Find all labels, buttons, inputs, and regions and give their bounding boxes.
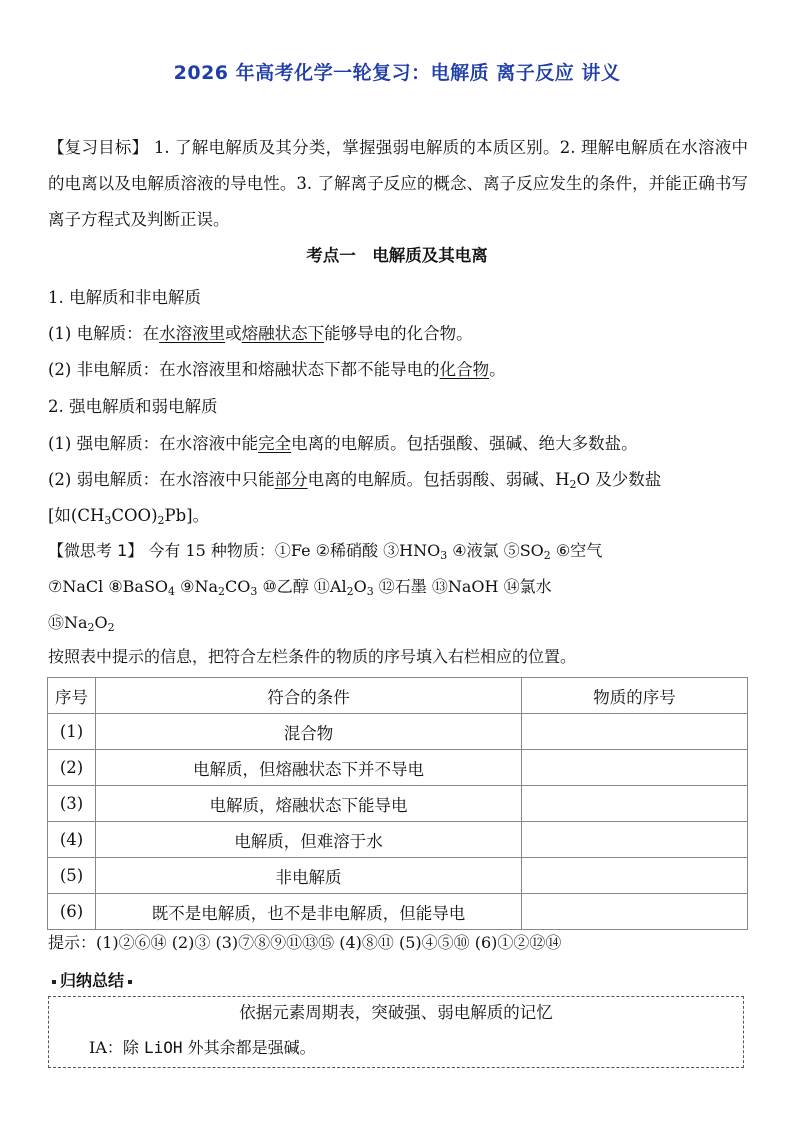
text-run: 。 [489,360,506,379]
table-row [48,858,748,894]
micro-think-line-1 [48,538,602,561]
subscript: 4 [168,585,176,598]
text-run: COO) [111,506,158,525]
subscript: 3 [440,549,448,562]
text-run: (1) 强电解质：在水溶液中能 [48,434,259,453]
definition-electrolyte [48,320,473,344]
text-run: ⑥空气 [550,541,603,560]
definition-weak-electrolyte [48,466,661,490]
answer-cell [522,786,748,822]
table-header-cell: 符合的条件 [96,678,522,714]
subscript: 2 [107,621,115,634]
subscript: 2 [218,585,226,598]
table-cell: (1) [48,714,96,750]
subscript: 3 [366,585,374,598]
text-run: ⑮Na [48,613,88,632]
formula-text: LiOH [143,1038,183,1057]
subscript: 2 [543,549,551,562]
text-run: (2) 弱电解质：在水溶液中只能 [48,470,275,489]
hint-answers: 提示：(1)②⑥⑭ (2)③ (3)⑦⑧⑨⑪⑬⑮ (4)⑧⑪ (5)④⑤⑩ (6)①②⑫⑭ [48,933,562,952]
underlined-answer: 熔融状态下 [241,324,325,343]
table-row [48,714,748,750]
square-bullet-icon [128,980,132,984]
table-cell: 电解质，但熔融状态下并不导电 [96,750,522,786]
subheading-strong-weak: 2. 强电解质和弱电解质 [48,397,218,416]
text-run: ⅠA：除 [89,1038,144,1057]
formula-line [48,577,552,596]
text-run: 今有 15 种物质：①Fe ②稀硝酸 ③HNO [143,541,441,560]
subscript: 3 [250,585,258,598]
table-row [48,750,748,786]
table-cell: (4) [48,822,96,858]
underlined-answer: 水溶液里 [159,324,226,343]
subscript: 2 [87,621,95,634]
text-run: Pb]。 [164,506,210,525]
answer-cell [522,750,748,786]
subheading-electrolyte: 1. 电解质和非电解质 [48,288,201,307]
review-goals-text: 1. 了解电解质及其分类，掌握强弱电解质的本质区别。2. 理解电解质在水溶液中的电离以及电解质溶液的导电性。3. 了解离子反应的概念、离子反应发生的条件，并能正确书写离子方程式及判断正误。 [48,138,748,229]
text-run: 电离的电解质。包括弱酸、弱碱、H [307,470,570,489]
table-row [48,894,748,930]
micro-think-line-2 [48,574,552,597]
text-run: 外其余都是强碱。 [182,1038,316,1057]
summary-box-line [89,1035,316,1058]
underlined-answer: 化合物 [439,360,490,379]
subscript: 3 [104,514,112,527]
underlined-answer: 部分 [274,470,308,489]
text-run: ⑩乙醇 ⑪Al [257,577,347,596]
table-row [48,822,748,858]
micro-think-line-3 [48,610,115,633]
text-run: (2) 非电解质：在水溶液里和熔融状态下都不能导电的 [48,360,440,379]
underlined-answer: 完全 [258,434,292,453]
table-cell: 非电解质 [96,858,522,894]
text-run: O [353,577,367,596]
table-row [48,786,748,822]
definition-strong-electrolyte [48,430,638,454]
formula-line [143,541,602,560]
text-run: ⑫石墨 ⑬NaOH ⑭氯水 [373,577,552,596]
answer-cell [522,858,748,894]
formula-line [48,613,115,632]
text-run: 能够导电的化合物。 [324,324,473,343]
text-run: ⑦NaCl ⑧BaSO [48,577,169,596]
answer-cell [522,714,748,750]
summary-title-text: 归纳总结 [60,971,125,990]
text-run: O [94,613,108,632]
table-cell: (3) [48,786,96,822]
definition-nonelectrolyte [48,356,506,380]
micro-think-label: 【微思考 1】 [48,541,144,560]
table-header-row [48,678,748,714]
summary-box [48,996,744,1068]
square-bullet-icon [52,980,56,984]
table-header-cell: 物质的序号 [522,678,748,714]
table-cell: 既不是电解质，也不是非电解质，但能导电 [96,894,522,930]
answer-table [47,677,748,930]
table-cell: (5) [48,858,96,894]
review-goals-label: 【复习目标】 [48,138,149,157]
text-run: ⑨Na [175,577,219,596]
table-cell: (6) [48,894,96,930]
text-run: (1) 电解质：在 [48,324,160,343]
text-run: ④液氯 ⑤SO [447,541,544,560]
answer-cell [522,822,748,858]
table-header-cell: 序号 [48,678,96,714]
table-cell: 电解质，但难溶于水 [96,822,522,858]
micro-think-instruction: 按照表中提示的信息，把符合左栏条件的物质的序号填入右栏相应的位置。 [48,647,577,666]
text-run: 或 [225,324,242,343]
subscript: 2 [569,478,577,491]
text-run: [如(CH [48,506,105,525]
text-run: O 及少数盐 [576,470,662,489]
section-heading: 考点一 电解质及其电离 [306,246,488,265]
text-run: 电离的电解质。包括强酸、强碱、绝大多数盐。 [291,434,638,453]
subscript: 2 [157,514,165,527]
document-title: 2026 年高考化学一轮复习：电解质 离子反应 讲义 [173,62,621,84]
review-goals-paragraph [48,130,748,238]
weak-electrolyte-example [48,502,209,526]
subscript: 2 [346,585,354,598]
answer-cell [522,894,748,930]
summary-heading [48,968,136,991]
summary-box-title: 依据元素周期表，突破强、弱电解质的记忆 [239,1003,553,1022]
table-cell: 电解质，熔融状态下能导电 [96,786,522,822]
table-cell: 混合物 [96,714,522,750]
table-cell: (2) [48,750,96,786]
text-run: CO [225,577,251,596]
